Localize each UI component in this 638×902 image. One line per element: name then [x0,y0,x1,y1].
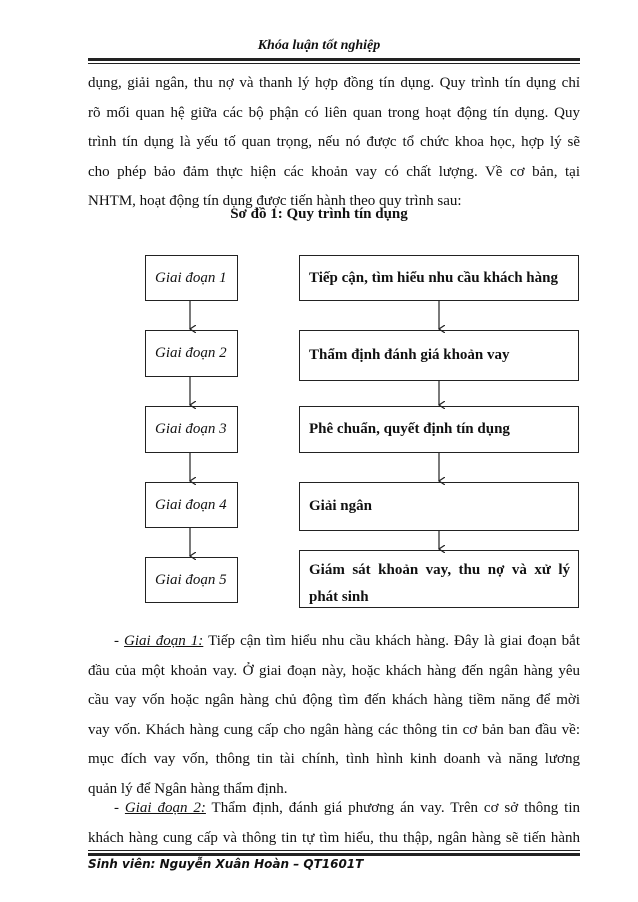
section-1-line: vay vốn. Khách hàng cung cấp cho ngân hàng các thông tin cơ bản ban đầu về: [88,721,580,738]
section-1-prefix: - [114,633,125,649]
footer-rule-thick [88,853,580,856]
stage-label: Giai đoạn 2 [155,345,227,361]
intro-line: cho phép bảo đảm thực hiện các khoản vay có chất lượng. Về cơ bản, tại [88,163,580,180]
section-2-prefix: - [114,800,125,816]
footer-rule-thin [88,850,580,851]
intro-line: rõ mối quan hệ giữa các bộ phận có liên quan trong hoạt động tín dụng. Quy [88,104,580,121]
stage-label: Giai đoạn 3 [155,421,227,437]
page-header-title: Khóa luận tốt nghiệp [257,38,381,53]
step-label: Thẩm định đánh giá khoản vay [309,347,510,363]
section-2-line: khách hàng cung cấp và thông tin tự tìm hiểu, thu thập, ngân hàng sẽ tiến hành [88,829,580,846]
step-label: Giải ngân [309,498,372,514]
stage-label: Giai đoạn 1 [155,269,227,286]
section-1-line: quản lý để Ngân hàng thẩm định. [88,780,288,797]
section-2-first-line [88,794,580,824]
section-1-paragraph [88,627,580,804]
section-1-line: Tiếp cận tìm hiểu nhu cầu khách hàng. Đây là giai đoạn bắt [203,633,580,649]
step-label: Phê chuẩn, quyết định tín dụng [309,421,510,437]
step-label: Tiếp cận, tìm hiểu nhu cầu khách hàng [309,269,558,286]
footer-author: Sinh viên: Nguyễn Xuân Hoàn – QT1601T [88,857,364,871]
section-1-label: Giai đoạn 1: [124,633,204,649]
section-1-line: mục đích vay vốn, thông tin tài chính, tình hình kinh doanh và năng lương [88,751,580,767]
section-2-label: Giai đoạn 2: [124,800,206,816]
stage-label: Giai đoạn 4 [155,496,227,513]
intro-line: dụng, giải ngân, thu nợ và thanh lý hợp đồng tín dụng. Quy trình tín dụng chỉ [88,75,580,91]
section-2-line: Thẩm định, đánh giá phương án vay. Trên cơ sở thông tin [205,800,581,816]
section-2-paragraph [88,794,580,853]
intro-line: trình tín dụng là yếu tố quan trọng, nếu nó được tổ chức khoa học, hợp lý sẽ [88,134,580,150]
step-label: Giám sát khoản vay, thu nợ và xử lý phát sinh [309,562,570,605]
section-1-first-line [88,627,580,657]
intro-line: NHTM, hoạt động tín dụng được tiến hành theo quy trình sau: [88,193,462,209]
section-1-line: cầu vay vốn hoặc ngân hàng chủ động tìm đến khách hàng tiềm năng để mời [88,692,580,708]
section-1-line: đầu của một khoản vay. Ở giai đoạn này, hoặc khách hàng đến ngân hàng yêu [88,662,580,679]
stage-label: Giai đoạn 5 [155,571,227,588]
diagram-title: Sơ đồ 1: Quy trình tín dụng [230,206,408,222]
